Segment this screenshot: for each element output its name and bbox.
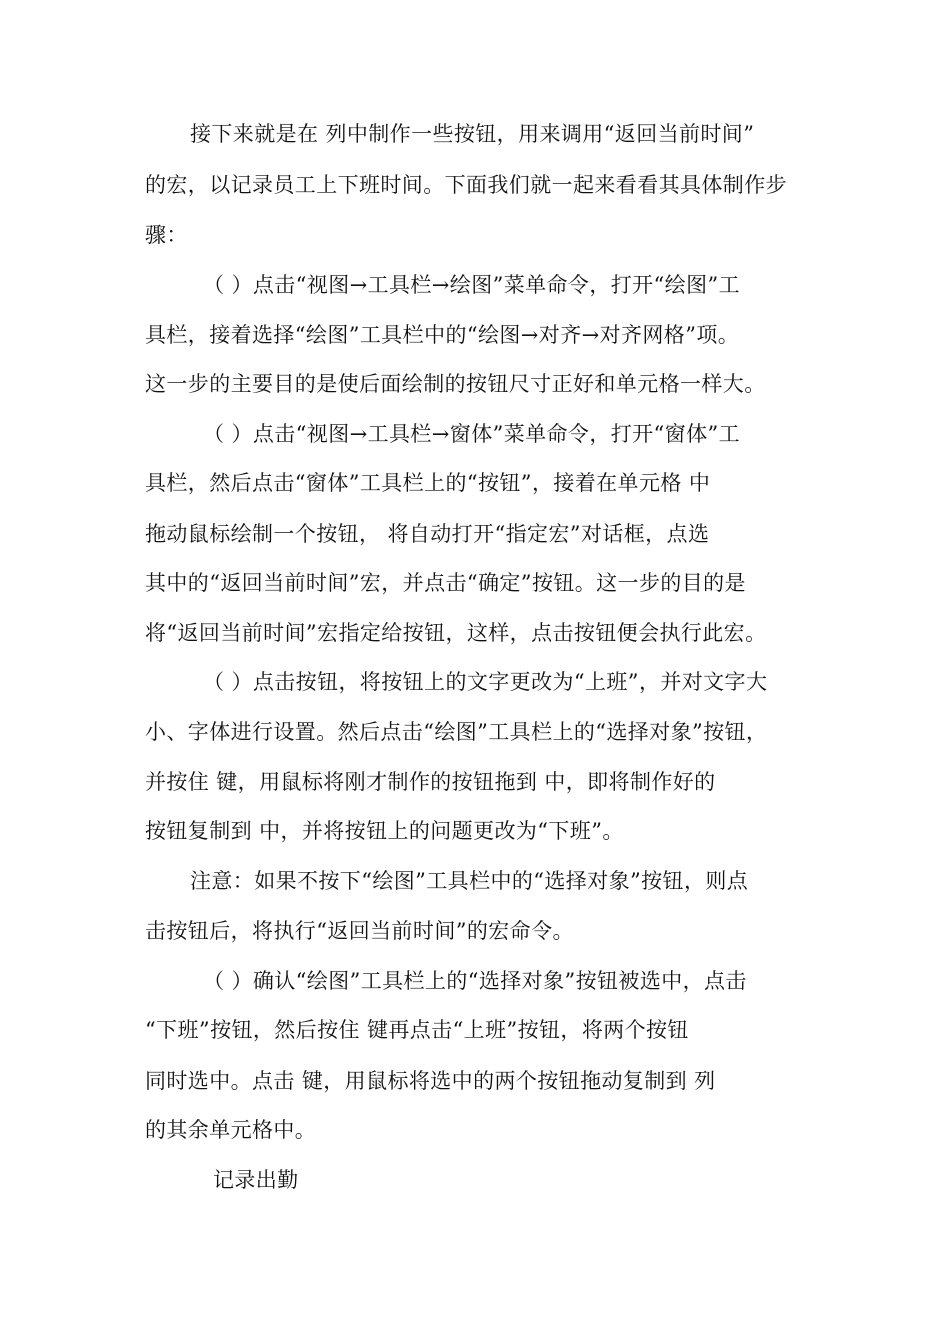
step2-line3: 拖动鼠标绘制一个按钮， 将自动打开“指定宏”对话框，点选 [145,522,710,546]
step3-line2: 小、字体进行设置。然后点击“绘图”工具栏上的“选择对象”按钮， [145,720,768,744]
paragraph1-line2: 的宏，以记录员工上下班时间。下面我们就一起来看看其具体制作步 [145,173,787,197]
step4-line2: “下班”按钮，然后按住 键再点击“上班”按钮，将两个按钮 [145,1018,689,1042]
step2-line4: 其中的“返回当前时间”宏，并点击“确定”按钮。这一步的目的是 [145,571,746,595]
step4-line4: 的其余单元格中。 [145,1118,317,1142]
step1-line2: 具栏，接着选择“绘图”工具栏中的“绘图→对齐→对齐网格”项。 [145,323,740,347]
step4-line3: 同时选中。点击 键，用鼠标将选中的两个按钮拖动复制到 列 [145,1069,716,1093]
step3-line3: 并按住 键，用鼠标将刚才制作的按钮拖到 中，即将制作好的 [145,770,716,794]
paragraph1-line3: 骤： [145,223,188,247]
step2-line1: （ ）点击“视图→工具栏→窗体”菜单命令，打开“窗体”工 [203,422,741,446]
step3-line1: （ ）点击按钮，将按钮上的文字更改为“上班”，并对文字大 [203,670,768,694]
note-line1: 注意：如果不按下“绘图”工具栏中的“选择对象”按钮，则点 [190,869,749,893]
step3-line4: 按钮复制到 中，并将按钮上的问题更改为“下班”。 [145,819,624,843]
step2-line2: 具栏，然后点击“窗体”工具栏上的“按钮”，接着在单元格 中 [145,471,711,495]
section-heading: 记录出勤 [213,1168,299,1192]
step2-line5: 将“返回当前时间”宏指定给按钮，这样，点击按钮便会执行此宏。 [145,621,767,645]
paragraph1-line1: 接下来就是在 列中制作一些按钮，用来调用“返回当前时间” [190,122,755,146]
step4-line1: （ ）确认“绘图”工具栏上的“选择对象”按钮被选中，点击 [203,969,747,993]
note-line2: 击按钮后，将执行“返回当前时间”的宏命令。 [145,919,574,943]
step1-line1: （ ）点击“视图→工具栏→绘图”菜单命令，打开“绘图”工 [203,273,741,297]
step1-line3: 这一步的主要目的是使后面绘制的按钮尺寸正好和单元格一样大。 [145,372,766,396]
